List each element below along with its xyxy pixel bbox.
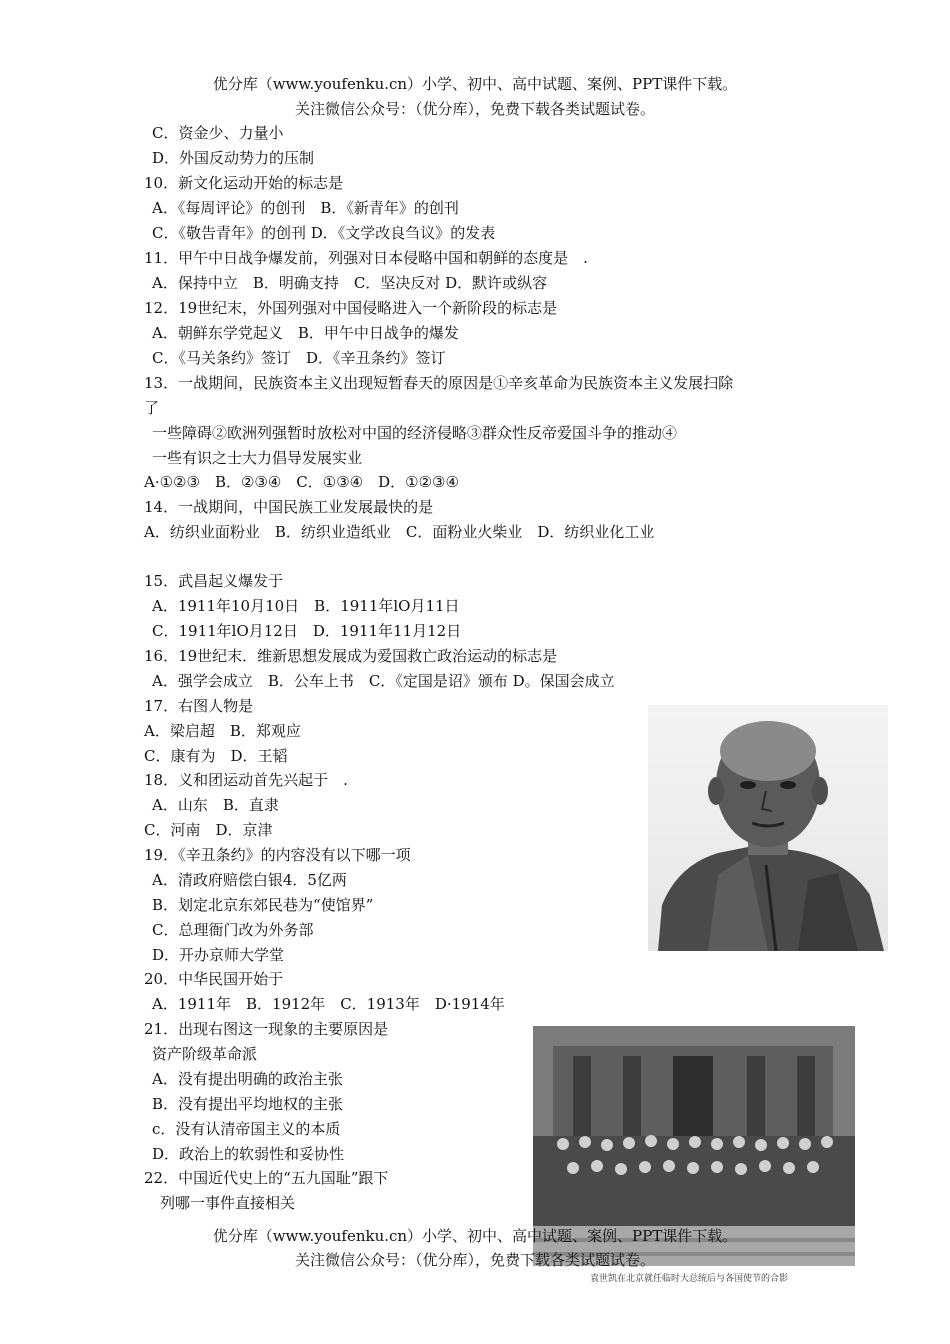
q15-options-ab: A．1911年10月10日 B．1911年lO月11日 [152,597,460,615]
q20-options: A．1911年 B．1912年 C．1913年 D·1914年 [152,995,505,1013]
q18-stem: 18．义和团运动首先兴起于 . [144,771,348,789]
q21-option-d: D．政治上的软弱性和妥协性 [152,1145,345,1163]
portrait-figure [648,705,888,951]
q21-stem-2: 资产阶级革命派 [152,1045,258,1063]
footer-line-2: 关注微信公众号：（优分库），免费下载各类试题试卷。 [294,1251,655,1269]
q21-option-a: A．没有提出明确的政治主张 [152,1070,343,1088]
q15-stem: 15．武昌起义爆发于 [144,572,284,590]
q13-stem-2: 了 [144,399,160,417]
q10-options-cd: C．《敬告青年》的创刊 D．《文学改良刍议》的发表 [152,224,496,242]
q13-stem-4: 一些有识之士大力倡导发展实业 [152,449,363,467]
q17-stem: 17．右图人物是 [144,697,254,715]
q14-options: A．纺织业面粉业 B．纺织业造纸业 C．面粉业火柴业 D．纺织业化工业 [144,523,655,541]
q21-option-b: B．没有提出平均地权的主张 [152,1095,344,1113]
q22-stem-2: 列哪一事件直接相关 [160,1194,296,1212]
q10-options-ab: A．《每周评论》的创刊 B．《新青年》的创刊 [152,199,459,217]
q12-stem: 12．19世纪末，外国列强对中国侵略进入一个新阶段的标志是 [144,299,558,317]
q22-stem: 22．中国近代史上的“五九国耻”跟下 [144,1169,389,1187]
q13-stem-1: 13．一战期间，民族资本主义出现短暂春天的原因是①辛亥革命为民族资本主义发展扫除 [144,374,734,392]
q17-options-ab: A．梁启超 B．郑观应 [144,722,301,740]
q21-option-c: c．没有认清帝国主义的本质 [152,1120,341,1138]
q13-stem-3: 一些障碍②欧洲列强暂时放松对中国的经济侵略③群众性反帝爱国斗争的推动④ [152,424,678,442]
header-line-1: 优分库（www.youfenku.cn）小学、初中、高中试题、案例、PPT课件下载。 [212,75,738,93]
q16-options: A．强学会成立 B．公车上书 C．《定国是诏》颁布 D。保国会成立 [152,672,615,690]
q14-stem: 14．一战期间，中国民族工业发展最快的是 [144,498,434,516]
q19-option-b: B．划定北京东郊民巷为“使馆界” [152,896,374,914]
q11-options: A．保持中立 B．明确支持 C．坚决反对 D．默许或纵容 [152,274,548,292]
q9-option-c: C．资金少、力量小 [152,124,284,142]
q11-stem: 11．甲午中日战争爆发前，列强对日本侵略中国和朝鲜的态度是 . [144,249,588,267]
q12-options-ab: A．朝鲜东学党起义 B．甲午中日战争的爆发 [152,324,459,342]
q9-option-d: D．外国反动势力的压制 [152,149,315,167]
q19-option-c: C．总理衙门改为外务部 [152,921,314,939]
q19-stem: 19．《辛丑条约》的内容没有以下哪一项 [144,846,411,864]
q13-options: A·①②③ B．②③④ C．①③④ D．①②③④ [144,473,459,491]
q18-options-cd: C．河南 D．京津 [144,821,273,839]
footer-line-1: 优分库（www.youfenku.cn）小学、初中、高中试题、案例、PPT课件下载。 [212,1227,738,1245]
q17-options-cd: C．康有为 D．王韬 [144,747,288,765]
q20-stem: 20．中华民国开始于 [144,970,284,988]
q15-options-cd: C．1911年lO月12日 D．1911年11月12日 [152,622,462,640]
q21-stem: 21．出现右图这一现象的主要原因是 [144,1020,389,1038]
q12-options-cd: C．《马关条约》签订 D．《辛丑条约》签订 [152,349,446,367]
group-photo-caption: 袁世凯在北京就任临时大总统后与各国使节的合影 [590,1274,789,1284]
q10-stem: 10．新文化运动开始的标志是 [144,174,344,192]
header-line-2: 关注微信公众号：（优分库），免费下载各类试题试卷。 [294,100,655,118]
portrait-photo [648,705,888,951]
q18-options-ab: A．山东 B．直隶 [152,796,279,814]
q19-option-a: A．清政府赔偿白银4．5亿两 [152,871,347,889]
q19-option-d: D．开办京师大学堂 [152,946,285,964]
q16-stem: 16．19世纪末．维新思想发展成为爱国救亡政治运动的标志是 [144,647,558,665]
